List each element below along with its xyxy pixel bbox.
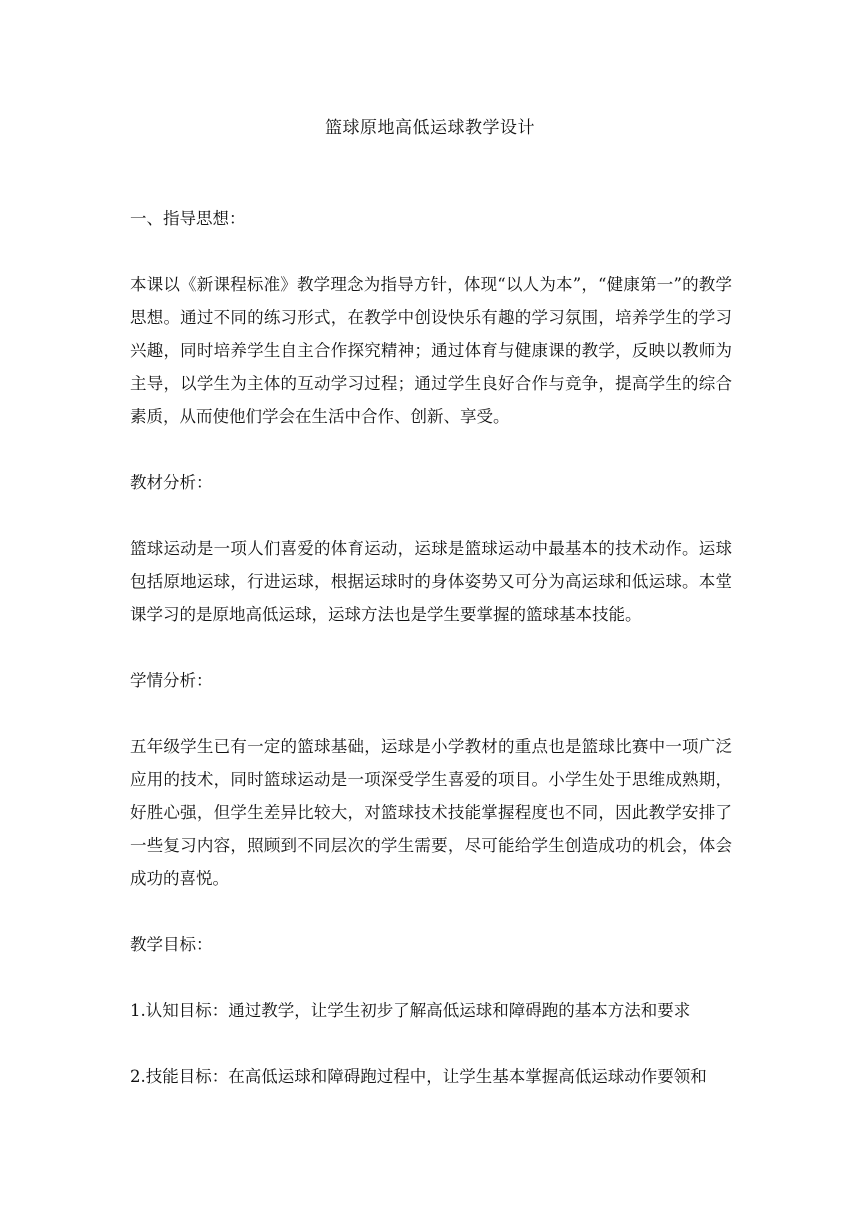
material-analysis-heading: 教材分析： (130, 473, 213, 492)
goal-item-skill: 2.技能目标：在高低运球和障碍跑过程中，让学生基本掌握高低运球动作要领和 (130, 1067, 707, 1086)
document-body (130, 202, 732, 1126)
goal-item-cognitive: 1.认知目标：通过教学，让学生初步了解高低运球和障碍跑的基本方法和要求 (130, 1001, 691, 1020)
student-analysis-paragraph: 五年级学生已有一定的篮球基础，运球是小学教材的重点也是篮球比赛中一项广泛应用的技术，同时篮球运动是一项深受学生喜爱的项目。小学生处于思维成熟期，好胜心强，但学生差异比较大，对篮球技术技能掌握程度也不同，因此教学安排了一些复习内容，照顾到不同层次的学生需要，尽可能给学生创造成功的机会，体会成功的喜悦。 (130, 737, 732, 888)
guiding-heading: 一、指导思想： (130, 209, 246, 228)
material-analysis-paragraph: 篮球运动是一项人们喜爱的体育运动，运球是篮球运动中最基本的技术动作。运球包括原地运球，行进运球，根据运球时的身体姿势又可分为高运球和低运球。本堂课学习的是原地高低运球，运球方法也是学生要掌握的篮球基本技能。 (130, 539, 732, 624)
student-analysis-heading: 学情分析： (130, 671, 213, 690)
document-title: 篮球原地高低运球教学设计 (325, 118, 535, 138)
teaching-goals-heading: 教学目标： (130, 935, 213, 954)
guiding-paragraph: 本课以《新课程标准》教学理念为指导方针，体现“以人为本”，“健康第一”的教学思想。通过不同的练习形式，在教学中创设快乐有趣的学习氛围，培养学生的学习兴趣，同时培养学生自主合作探究精神；通过体育与健康课的教学，反映以教师为主导，以学生为主体的互动学习过程；通过学生良好合作与竞争，提高学生的综合素质，从而使他们学会在生活中合作、创新、享受。 (130, 275, 732, 426)
